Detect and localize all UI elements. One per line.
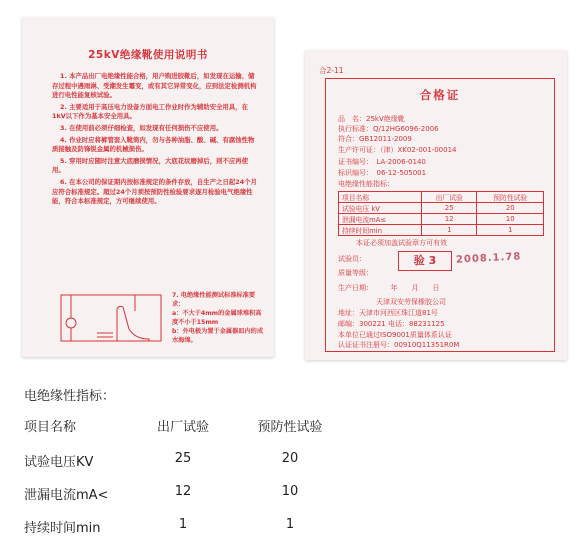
table-cell: 25: [422, 203, 477, 214]
table-cell: 12: [422, 214, 477, 225]
manual-paragraph-1: 1. 本产品出厂电绝缘性能合格，用户购进胶靴后，如发现在运输、储存过程中遇雨淋、受潮发生霉变，或有其它异常变化，应到法定检测机构进行电性能复核试验。: [52, 72, 257, 100]
production-date-label: 生产日期： 年 月 日: [338, 284, 440, 292]
spec-preventive-value: 1: [285, 517, 295, 532]
spec-factory-value: 25: [174, 451, 192, 466]
table-cell: 泄漏电流mA≤: [339, 214, 422, 225]
table-row: [339, 203, 544, 214]
manual-paragraph-5: 5. 穿用时应随时注意大底磨损情况，大底花纹磨掉后，则不应再使用。: [52, 156, 249, 175]
table-header-cell: 出厂试验: [422, 192, 477, 203]
spec-row: [24, 517, 444, 537]
manual-note-7: 7. 电绝缘性能测试标准标准要求： a：不大于4mm的金属球堆积高度不小于15mm b：外电极为置于金属器皿内的成水海绵。: [172, 292, 264, 344]
spec-header-preventive: 预防性试验: [257, 420, 323, 435]
spec-item: 试验电压KV: [24, 455, 94, 470]
table-cell: 试验电压 kV: [339, 203, 422, 214]
iso-statement: 本单位已通过ISO9001质量体系认证: [338, 331, 452, 339]
certificate-frame: [325, 78, 555, 352]
table-cell: 10: [477, 214, 544, 225]
spec-preventive-value: 20: [281, 451, 299, 466]
product-name: 品 名：25kV绝缘靴: [338, 115, 405, 123]
conform-standard: 符合：GB12011-2009: [338, 135, 412, 143]
table-row: [339, 214, 544, 225]
spec-preventive-value: 10: [281, 484, 299, 499]
certificate-code: 合2-11: [319, 66, 344, 75]
table-cell: 20: [477, 203, 544, 214]
table-row: [339, 225, 544, 236]
execution-standard: 执行标准：Q/12HG6096-2006: [338, 125, 439, 133]
manual-paragraph-3: 3. 在使用前必须仔细检查，如发现有任何损伤不应使用。: [60, 123, 223, 132]
manual-title: 25kV绝缘靴使用说明书: [88, 49, 208, 61]
table-cell: 1: [477, 225, 544, 236]
instruction-manual: [22, 17, 274, 357]
spec-header-factory: 出厂试验: [156, 420, 209, 435]
spec-row: [24, 484, 444, 504]
qualification-certificate: [305, 50, 567, 360]
spec-item: 持续时间min: [24, 521, 101, 536]
spec-factory-value: 12: [174, 484, 192, 499]
inspection-stamp: 验 3: [398, 251, 452, 271]
manual-paragraph-2: 2. 主要适用于高压电力设备方面电工作业时作为辅助安全用具，在1kV以下作为基本安全用具。: [52, 102, 249, 121]
spec-factory-value: 1: [178, 517, 188, 532]
table-header-cell: 预防性试验: [477, 192, 544, 203]
inspector-label: 试验员：: [338, 255, 366, 263]
quality-grade-label: 质量等级：: [338, 269, 373, 277]
manual-paragraph-4: 4. 作业时应将裤管套入靴筒内，勿与各种油脂、酸、碱、有腐蚀性物质接触及防锋锐金属的机械损伤。: [52, 135, 255, 154]
manual-paragraph-6: 6. 在本公司的保证期内按标准规定的条件存放，自生产之日起24个月应符合标准规定。超过24个月须按预防性检验要求逐月检验电气绝缘性能，符合本标准规定，方可继续使用。: [52, 177, 257, 206]
table-header-row: [339, 192, 544, 203]
company-address: 地址：天津市河西区珠江道81号: [338, 309, 438, 317]
test-circuit-diagram: [57, 289, 167, 349]
date-stamp: 2008.1.78: [455, 251, 522, 266]
mark-number: 标识编号： 06-12-505001: [338, 169, 427, 177]
certificate-spec-table: [338, 191, 544, 236]
production-license: 生产许可证：（津）XK02-001-00014: [338, 146, 457, 154]
table-header-cell: 项目名称: [339, 192, 422, 203]
validity-statement: 本证必须加盖试验章方可有效: [356, 239, 447, 247]
manual-body: [52, 72, 260, 209]
certificate-number: 证书编号： LA-2006-0140: [338, 158, 426, 166]
company-postcode-phone: 邮编：300221 电话：88231125: [338, 320, 445, 328]
spec-header-row: [24, 416, 444, 436]
company-name: 天津双安劳保橡胶公司: [376, 298, 446, 306]
certificate-title: 合格证: [419, 88, 461, 102]
spec-item: 泄漏电流mA<: [24, 488, 109, 503]
spec-title: 电绝缘性指标：: [24, 389, 116, 404]
table-cell: 1: [422, 225, 477, 236]
table-cell: 持续时间min: [339, 225, 422, 236]
spec-header-item: 项目名称: [24, 420, 77, 435]
iso-registration-number: 认证证书注册号：00910Q11351R0M: [338, 341, 460, 349]
spec-row: [24, 451, 444, 471]
spec-table-heading: 电绝缘性能指标：: [338, 180, 394, 188]
